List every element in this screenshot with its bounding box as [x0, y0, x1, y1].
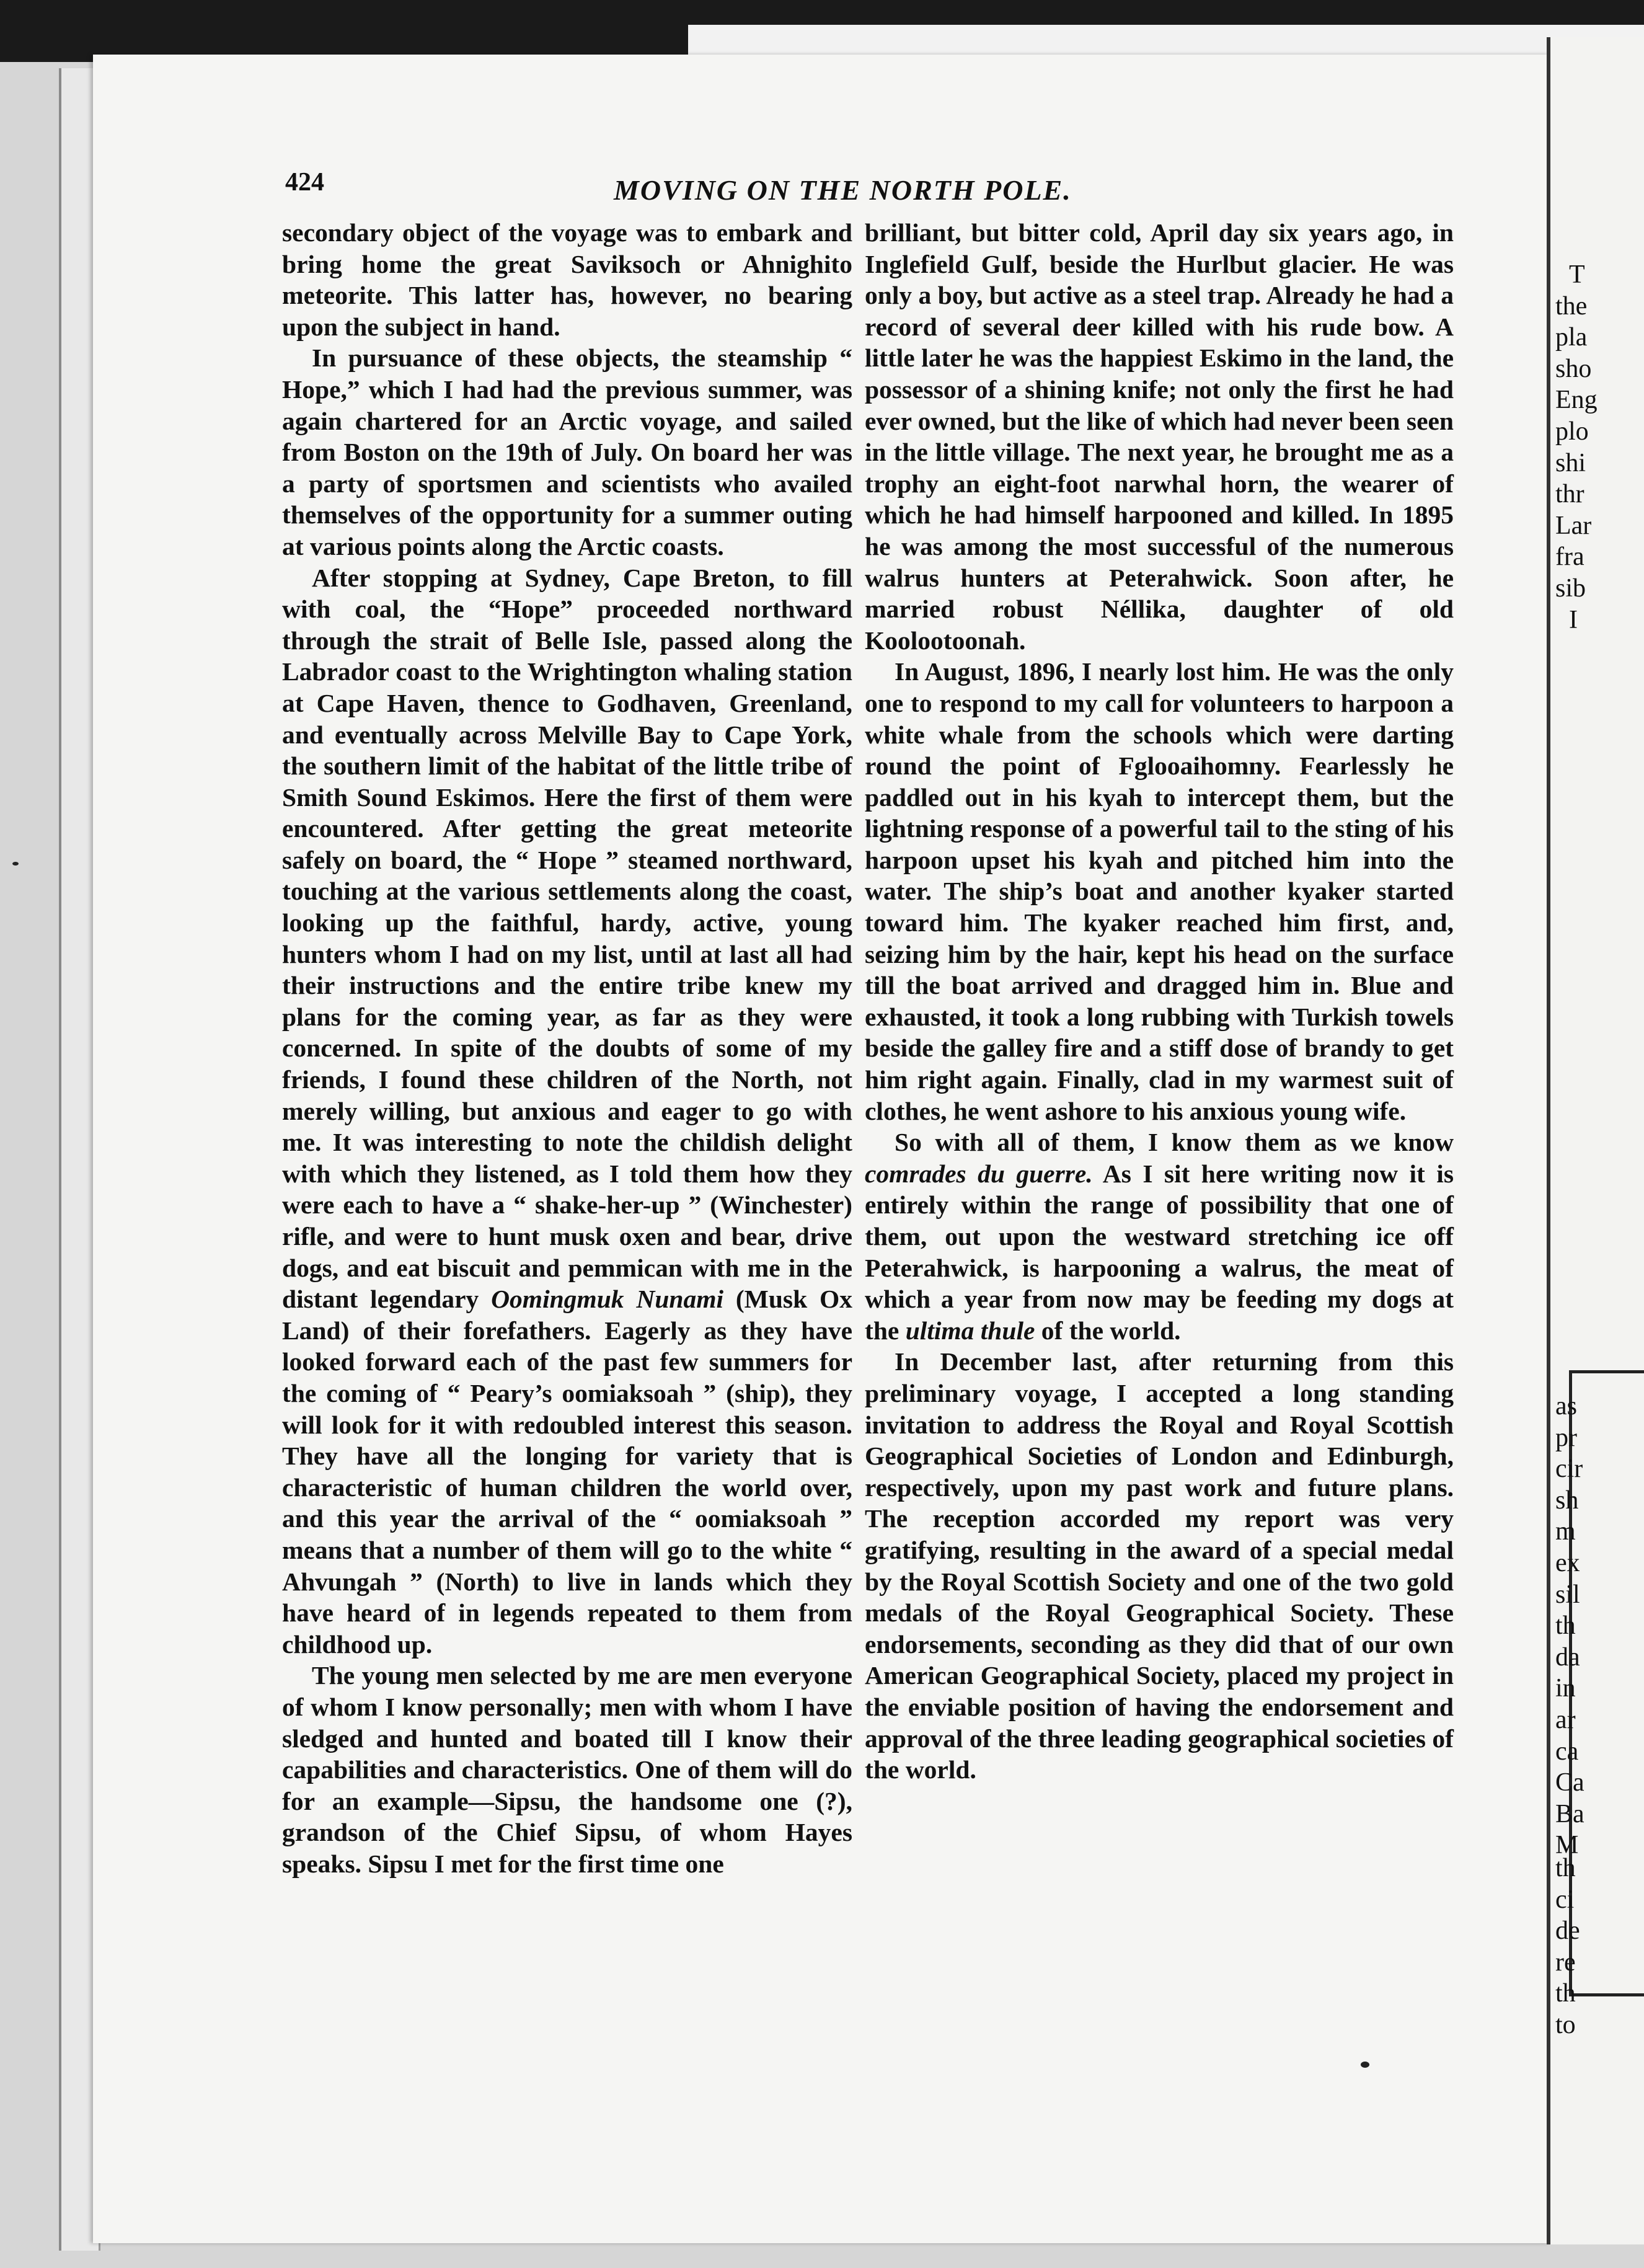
text-run: of the world. [1035, 1316, 1181, 1345]
paragraph [865, 1127, 1454, 1346]
text-run: As I sit here writing now it is entirely within the range of possibility that one of them, out upon the westward stretching ice off Peterahwick, is harpooning a walrus, the meat of which a year from now may be feeding my dogs at the [865, 1159, 1454, 1345]
italic-term: ultima thule [905, 1316, 1035, 1345]
facing-page-line: pla [1555, 323, 1588, 352]
paragraph: In pursuance of these objects, the steamship “ Hope,” which I had had the previous summer, was again chartered for an Arctic voyage, and sailed from Boston on the 19th of July. On board her was a party of sportsmen and scientists who availed themselves of the opportunity for a summer outing at various points along the Arctic coasts. [282, 343, 852, 560]
text-run: So with all of them, I know them as we know [895, 1128, 1454, 1157]
facing-page-line: Ba [1555, 1799, 1584, 1828]
paragraph [282, 562, 852, 1660]
page-number: 424 [285, 168, 324, 197]
facing-page-line: shi [1555, 448, 1586, 477]
facing-page-line: plo [1555, 417, 1589, 446]
facing-page-line: T [1569, 260, 1585, 289]
facing-page-line: to [1555, 2011, 1576, 2039]
italic-term: comrades du guerre. [865, 1159, 1093, 1188]
facing-page-line: I [1569, 605, 1578, 634]
scan-paper-strip [688, 25, 1644, 56]
facing-page-line: sib [1555, 574, 1586, 603]
facing-page-line: th [1555, 1979, 1576, 2008]
facing-page-line: sho [1555, 354, 1592, 383]
text-run: (Musk Ox Land) of their forefathers. Eagerly as they have looked forward each of the past few summers for the coming of “ Peary’s oomiaksoah ” (ship), they will look for it with redoubled interest this season. They have all the longing for variety that is characteristic of human children the world over, and this year the arrival of the “ oomiaksoah ” means that a number of them will go to the white “ Ahvungah ” (North) to live in lands which they have heard of in legends repeated to them from childhood up. [282, 1285, 852, 1659]
facing-page-line: ci [1555, 1885, 1575, 1914]
paragraph: brilliant, but bitter cold, April day six years ago, in Inglefield Gulf, beside the Hurlbut glacier. He was only a boy, but active as a steel trap. Already he had a record of several deer killed with his rude bow. A little later he was the happiest Eskimo in the land, the possessor of a shining knife; not only the first he had ever owned, but the like of which had never been seen in the little village. The next year, he brought me as a trophy an eight-foot narwhal horn, the wearer of which he had himself harpooned and killed. In 1895 he was among the most successful of the numerous walrus hunters at Peterahwick. Soon after, he married robust Néllika, daughter of old Koolootoonah. [865, 218, 1454, 655]
facing-page-line: m [1555, 1517, 1576, 1546]
facing-page-line: sh [1555, 1486, 1579, 1515]
running-title: MOVING ON THE NORTH POLE. [614, 174, 1072, 206]
facing-page-line: in [1555, 1674, 1576, 1703]
facing-page-line: sil [1555, 1580, 1580, 1609]
right-column [865, 217, 1454, 1786]
ink-spot [1361, 2062, 1369, 2068]
paragraph: In August, 1896, I nearly lost him. He was the only one to respond to my call for volunteers to harpoon a white whale from the schools which were darting round the point of Fglooaihomny. Fearlessly he paddled out in his kyah to intercept them, but the lightning response of a powerful tail to the sting of his harpoon upset his kyah and pitched him into the water. The ship’s boat and another kyaker started toward him. The kyaker reached him first, and, seizing him by the hair, kept his head on the surface till the boat arrived and dragged him in. Blue and exhausted, it took a long rubbing with Turkish towels beside the galley fire and a stiff dose of brandy to get him right again. Finally, clad in my warmest suit of clothes, he went ashore to his anxious young wife. [865, 657, 1454, 1125]
facing-page-line: de [1555, 1916, 1580, 1946]
paragraph: In December last, after returning from this preliminary voyage, I accepted a long standing invitation to address the Royal and Royal Scottish Geographical Societies of London and Edinburgh, respectively, upon my past work and future plans. The reception accorded my report was very gratifying, resulting in the award of a special medal by the Royal Scottish Society and one of the two gold medals of the Royal Geographical Society. These endorsements, seconding as they did that of our own American Geographical Society, placed my project in the enviable position of having the endorsement and approval of the three leading geographical societies of the world. [865, 1347, 1454, 1784]
facing-page-line: Ca [1555, 1768, 1584, 1797]
facing-page-line: th [1555, 1854, 1576, 1882]
left-column [282, 217, 852, 1879]
paragraph: secondary object of the voyage was to embark and bring home the great Saviksoch or Ahnighito meteorite. This latter has, however, no bearing upon the subject in hand. [282, 218, 852, 341]
text-run: After stopping at Sydney, Cape Breton, to fill with coal, the “Hope” proceeded northward through the strait of Belle Isle, passed along the Labrador coast to the Wrightington whaling station at Cape Haven, thence to Godhaven, Greenland, and eventually across Melville Bay to Cape York, the southern limit of the habitat of the little tribe of Smith Sound Eskimos. Here the first of them were encountered. After getting the great meteorite safely on board, the “ Hope ” steamed northward, touching at the various settlements along the coast, looking up the faithful, hardy, active, young hunters whom I had on my list, until at last all had their instructions and the entire tribe knew my plans for the coming year, as far as they were concerned. In spite of the doubts of some of my friends, I found these children of the North, not merely willing, but anxious and eager to go with me. It was interesting to note the childish delight with which they listened, as I told them how they were each to have a “ shake-her-up ” (Winchester) rifle, and were to hunt musk oxen and bear, drive dogs, and eat biscuit and pemmican with me in the distant legendary [282, 563, 852, 1314]
facing-page-line: da [1555, 1642, 1580, 1672]
italic-term: Oomingmuk Nunami [491, 1285, 724, 1314]
facing-page-fragment [1547, 37, 1644, 2244]
facing-page-line: cir [1555, 1455, 1583, 1484]
facing-page-line: as [1555, 1392, 1577, 1420]
facing-page-line: the [1555, 291, 1588, 321]
facing-page-line: fra [1555, 543, 1584, 572]
facing-page-line: Lar [1555, 511, 1592, 540]
facing-page-line: th [1555, 1611, 1576, 1641]
facing-page-line: ex [1555, 1549, 1580, 1577]
facing-page-line: re [1555, 1947, 1576, 1977]
facing-page-line: ca [1555, 1737, 1579, 1766]
facing-page-line: ar [1555, 1706, 1576, 1734]
facing-page-line: Eng [1555, 386, 1598, 415]
facing-page-line: M [1555, 1831, 1579, 1860]
ink-spot [12, 862, 19, 866]
facing-page-line: thr [1555, 480, 1584, 509]
paragraph: The young men selected by me are men everyone of whom I know personally; men with whom I have sledged and hunted and boated till I know their capabilities and characteristics. One of them will do for an example—Sipsu, the handsome one (?), grandson of the Chief Sipsu, of whom Hayes speaks. Sipsu I met for the first time one [282, 1661, 852, 1878]
facing-page-line: pr [1555, 1423, 1577, 1452]
